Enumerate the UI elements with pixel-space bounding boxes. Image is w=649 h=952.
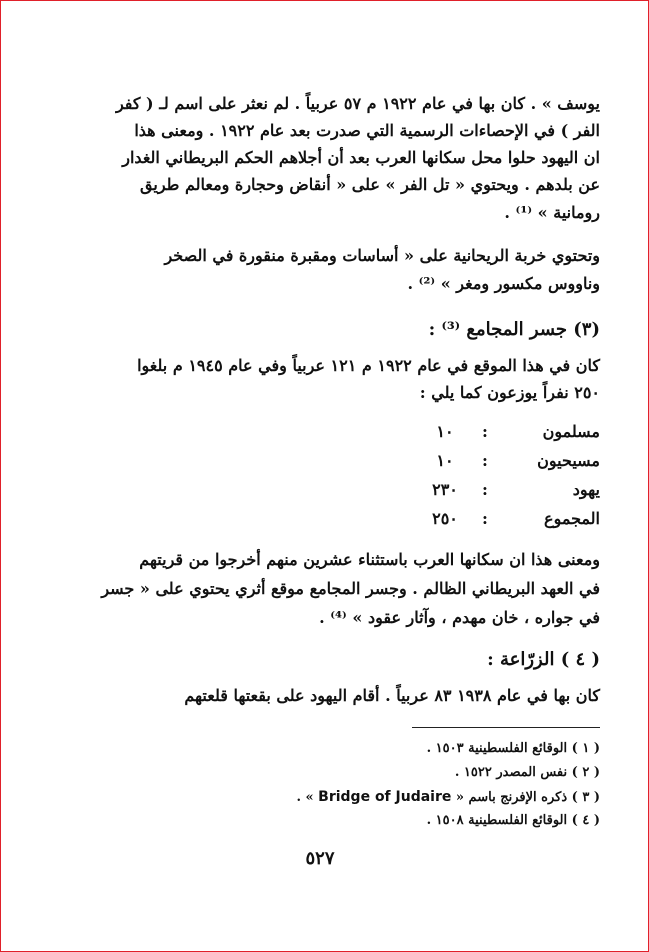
text-line: وناووس مكسور ومغر » ⁽²⁾ . bbox=[407, 274, 600, 293]
footnote-divider bbox=[412, 727, 600, 728]
separator: : bbox=[482, 480, 488, 499]
section-heading: ( ٤ ) الزرّاعة : bbox=[487, 649, 600, 670]
text-line: في جواره ، خان مهدم ، وآثار عقود » ⁽⁴⁾ . bbox=[319, 608, 600, 627]
footnote-text: » . bbox=[296, 790, 314, 805]
footnote: ( ٤ ) الوقائع الفلسطينية ١٥٠٨ . bbox=[426, 813, 600, 828]
population-row bbox=[40, 422, 600, 448]
population-row bbox=[40, 480, 600, 506]
population-row bbox=[40, 451, 600, 477]
text-line: ٢٥٠ نفراً يوزعون كما يلي : bbox=[419, 383, 600, 402]
group-count: ٢٣٠ bbox=[432, 480, 458, 499]
group-name: يهود bbox=[572, 480, 600, 499]
separator: : bbox=[482, 509, 488, 528]
text-line: كان بها في عام ١٩٣٨ ٨٣ عربياً . أقام اليهود على بقعتها قلعتهم bbox=[184, 686, 600, 705]
book-page bbox=[40, 0, 600, 952]
text-line: كان في هذا الموقع في عام ١٩٢٢ م ١٢١ عربياً وفي عام ١٩٤٥ م بلغوا bbox=[137, 356, 600, 375]
footnote: ( ١ ) الوقائع الفلسطينية ١٥٠٣ . bbox=[426, 741, 600, 756]
separator: : bbox=[482, 422, 488, 441]
footnote-text: ( ٣ ) ذكره الإفرنج باسم « bbox=[455, 790, 600, 805]
group-count: ٢٥٠ bbox=[432, 509, 458, 528]
text-line: رومانية » ⁽¹⁾ . bbox=[504, 203, 600, 222]
footnote: ( ٢ ) نفس المصدر ١٥٢٢ . bbox=[454, 765, 600, 780]
text-line: ومعنى هذا ان سكانها العرب باستثناء عشرين منهم أخرجوا من قريتهم bbox=[139, 550, 600, 569]
text-line: ان اليهود حلوا محل سكانها العرب بعد أن أجلاهم الحكم البريطاني الغدار bbox=[122, 148, 600, 167]
text-line: يوسف » . كان بها في عام ١٩٢٢ م ٥٧ عربياً . لم نعثر على اسم لـ ( كفر bbox=[115, 94, 600, 113]
text-line: وتحتوي خربة الريحانية على « أساسات ومقبرة منقورة في الصخر bbox=[164, 246, 600, 265]
footnote bbox=[296, 787, 600, 808]
footnote-latin-term: Bridge of Judaire bbox=[318, 789, 452, 805]
group-name: مسيحيون bbox=[537, 451, 600, 470]
text-line: عن بلدهم . ويحتوي « تل الفر » على « أنقاض وحجارة ومعالم طريق bbox=[140, 175, 600, 194]
group-count: ١٠ bbox=[436, 451, 454, 470]
page-number: ٥٢٧ bbox=[305, 848, 335, 869]
population-row bbox=[40, 509, 600, 535]
text-line: الفر ) في الإحصاءات الرسمية التي صدرت بعد عام ١٩٢٢ . ومعنى هذا bbox=[134, 121, 600, 140]
group-count: ١٠ bbox=[436, 422, 454, 441]
text-line: في العهد البريطاني الظالم . وجسر المجامع موقع أثري يحتوي على « جسر bbox=[101, 579, 600, 598]
group-name: المجموع bbox=[544, 509, 600, 528]
separator: : bbox=[482, 451, 488, 470]
group-name: مسلمون bbox=[542, 422, 600, 441]
section-heading: (٣) جسر المجامع ⁽³⁾ : bbox=[428, 319, 600, 340]
